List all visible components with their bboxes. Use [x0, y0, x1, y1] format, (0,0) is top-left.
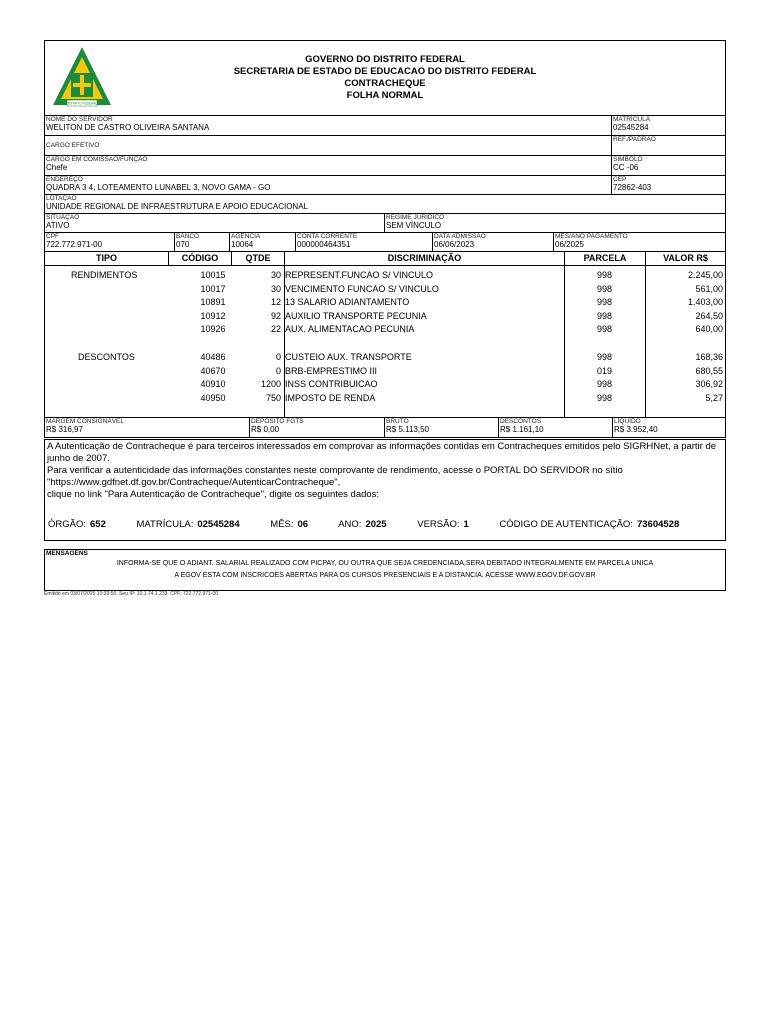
cpf-label: CPF	[46, 233, 59, 240]
descontos-label: DESCONTOS	[78, 352, 135, 362]
rendimentos-desc: REPRESENT.FUNCAO S/ VINCULO	[285, 270, 434, 280]
header-titles	[45, 54, 725, 102]
conta-value: 000000464351	[297, 240, 351, 249]
margem-label: MARGEM CONSIGNÁVEL	[46, 418, 125, 425]
document-header	[44, 40, 726, 116]
auth-paragraph-1: A Autenticação de Contracheque é para terceiros interessados em comprovar as informações contidas em Contracheques emitidos pelo SIGRHNet, a partir de junho de 2007.	[47, 441, 717, 464]
rendimentos-parcela: 998	[596, 324, 613, 335]
comissao-cell	[45, 156, 611, 175]
descontos-codigo: 40910	[200, 379, 226, 390]
descontos-desc: BRB-EMPRESTIMO III	[285, 365, 378, 376]
rendimentos-valor: 1.403,00	[687, 297, 723, 308]
mensagens-title: MENSAGENS	[46, 550, 88, 557]
rendimentos-label: RENDIMENTOS	[71, 270, 138, 280]
contracheque-document	[44, 40, 726, 438]
lotacao-value: UNIDADE REGIONAL DE INFRAESTRUTURA E APOIO EDUCACIONAL	[46, 202, 308, 211]
authentication-box	[44, 439, 726, 541]
descontos-total-label: DESCONTOS	[500, 418, 542, 425]
row-cargo	[44, 136, 726, 156]
lotacao-cell	[45, 195, 725, 213]
descontos-qtde: 0	[275, 365, 281, 376]
matricula-value: 02545284	[613, 123, 649, 132]
ref-label: REF./PADRÃO	[613, 136, 656, 143]
admissao-label: DATA ADMISSÃO	[434, 233, 486, 240]
comissao-value: Chefe	[46, 163, 68, 172]
rendimentos-desc: VENCIMENTO FUNCAO S/ VINCULO	[285, 283, 439, 294]
banco-label: BANCO	[176, 233, 200, 240]
descontos-valor: 168,36	[695, 352, 723, 362]
row-lotacao	[44, 195, 726, 214]
mes-label: MÊS:	[270, 519, 294, 530]
th-codigo: CÓDIGO	[168, 252, 231, 265]
descontos-parcela: 998	[596, 352, 613, 362]
fgts-label: DEPÓSITO FGTS	[251, 418, 304, 425]
rendimentos-codigo: 10015	[200, 270, 226, 280]
banco-value: 070	[176, 240, 190, 249]
endereco-value: QUADRA 3 4, LOTEAMENTO LUNABEL 3, NOVO GAMA - GO	[46, 183, 271, 192]
descontos-parcela: 998	[596, 379, 613, 390]
rendimentos-qtde: 92	[270, 310, 281, 321]
descontos-valor: 306,92	[695, 379, 723, 390]
descontos-valor: 5,27	[705, 392, 723, 403]
rendimentos-valor: 640,00	[695, 324, 723, 335]
auth-matricula-value: 02545284	[197, 519, 240, 530]
margem-cell	[45, 418, 249, 437]
row-situacao	[44, 214, 726, 233]
matricula-cell	[611, 116, 725, 135]
ref-cell	[611, 136, 725, 155]
mensagens-box	[44, 549, 726, 591]
cep-label: CEP	[613, 176, 627, 183]
versao-label: VERSÃO:	[417, 519, 460, 530]
th-parcela: PARCELA	[564, 252, 645, 265]
cargo-label: CARGO EFETIVO	[46, 142, 100, 149]
row-totais	[44, 418, 726, 438]
th-discriminacao: DISCRIMINAÇÃO	[284, 252, 564, 265]
banco-cell	[174, 233, 229, 251]
auth-matricula-label: MATRÍCULA:	[136, 519, 194, 530]
row-nome	[44, 116, 726, 136]
descontos-total-cell	[498, 418, 612, 437]
header-line-2: SECRETARIA DE ESTADO DE EDUCACAO DO DISTRITO FEDERAL	[233, 66, 537, 77]
nome-cell	[45, 116, 611, 135]
rendimentos-codigo: 10926	[200, 324, 226, 335]
fgts-value: R$ 0,00	[251, 425, 280, 434]
auth-codes	[48, 519, 679, 531]
cep-value: 72862-403	[613, 183, 652, 192]
descontos-desc: INSS CONTRIBUICAO	[285, 379, 378, 390]
rendimentos-codigo: 10017	[200, 283, 226, 294]
admissao-value: 06/06/2023	[434, 240, 475, 249]
row-bancario	[44, 233, 726, 252]
descontos-desc: IMPOSTO DE RENDA	[285, 392, 376, 403]
ano-label: ANO:	[338, 519, 362, 530]
descontos-parcela: 998	[596, 392, 613, 403]
cpf-cell	[45, 233, 174, 251]
cpf-value: 722.772.971-00	[46, 240, 103, 249]
pagamento-cell	[553, 233, 725, 251]
items-table-header	[44, 252, 726, 266]
th-qtde: QTDE	[231, 252, 284, 265]
liquido-value: R$ 3.952,40	[614, 425, 658, 434]
rendimentos-desc: 13 SALARIO ADIANTAMENTO	[285, 297, 410, 308]
rendimentos-parcela: 998	[596, 270, 613, 280]
simbolo-label: SÍMBOLO	[613, 156, 643, 163]
descontos-codigo: 40950	[200, 392, 226, 403]
logo-label: DISTRITO FEDERAL	[66, 101, 98, 106]
lotacao-label: LOTAÇÃO	[46, 195, 77, 202]
regime-cell	[384, 214, 725, 232]
rendimentos-desc: AUXILIO TRANSPORTE PECUNIA	[285, 310, 427, 321]
liquido-label: LÍQUIDO	[614, 418, 641, 425]
orgao-value: 652	[90, 519, 106, 530]
regime-value: SEM VÍNCULO	[386, 221, 442, 230]
matricula-label: MATRÍCULA	[613, 116, 651, 123]
regime-label: REGIME JURÍDICO	[386, 214, 445, 221]
row-comissao	[44, 156, 726, 176]
emission-footer: Emitido em 03/07/2025 10:33:50. Seu IP: 10.1.74.1.233. CPF: 722.772.971-00	[44, 591, 219, 597]
descontos-parcela: 019	[596, 365, 613, 376]
ano-value: 2025	[365, 519, 387, 530]
situacao-cell	[45, 214, 384, 232]
rendimentos-desc: AUX. ALIMENTACAO PECUNIA	[285, 324, 415, 335]
cargo-cell	[45, 136, 611, 155]
rendimentos-valor: 561,00	[695, 283, 723, 294]
liquido-cell	[612, 418, 725, 437]
orgao-label: ÓRGÃO:	[48, 519, 87, 530]
th-valor: VALOR R$	[645, 252, 725, 265]
simbolo-value: CC -06	[613, 163, 639, 172]
descontos-total-value: R$ 1.161,10	[500, 425, 544, 434]
descontos-codigo: 40670	[200, 365, 226, 376]
rendimentos-parcela: 998	[596, 310, 613, 321]
agencia-label: AGÊNCIA	[231, 233, 261, 240]
codigo-value: 73604528	[636, 519, 680, 530]
bruto-label: BRUTO	[386, 418, 409, 425]
bruto-cell	[384, 418, 498, 437]
pagamento-value: 06/2025	[555, 240, 584, 249]
comissao-label: CARGO EM COMISSÃO/FUNÇÃO	[46, 156, 148, 163]
mes-value: 06	[297, 519, 309, 530]
rendimentos-parcela: 998	[596, 297, 613, 308]
conta-cell	[295, 233, 432, 251]
header-line-3: CONTRACHEQUE	[344, 78, 426, 89]
margem-value: R$ 316,97	[46, 425, 83, 434]
descontos-qtde: 0	[275, 352, 281, 362]
agencia-cell	[229, 233, 295, 251]
descontos-codigo: 40486	[200, 352, 226, 362]
situacao-value: ATIVO	[46, 221, 70, 230]
cep-cell	[611, 176, 725, 194]
endereco-cell	[45, 176, 611, 194]
descontos-qtde: 750	[265, 392, 281, 403]
situacao-label: SITUAÇÃO	[46, 214, 80, 221]
descontos-qtde: 1200	[260, 379, 281, 390]
nome-label: NOME DO SERVIDOR	[46, 116, 113, 123]
header-line-1: GOVERNO DO DISTRITO FEDERAL	[305, 54, 465, 65]
rendimentos-qtde: 30	[270, 283, 281, 294]
rendimentos-valor: 2.245,00	[687, 270, 723, 280]
simbolo-cell	[611, 156, 725, 175]
mensagem-1: INFORMA-SE QUE O ADIANT. SALARIAL REALIZADO COM PICPAY, OU OUTRA QUE SEJA CREDENCIADA,SERA DEBITADO INTEGRALMENTE EM PARCELA UNICA	[116, 560, 654, 567]
descontos-valor: 680,55	[695, 365, 723, 376]
header-line-4: FOLHA NORMAL	[346, 90, 424, 101]
endereco-label: ENDEREÇO	[46, 176, 83, 183]
bruto-value: R$ 5.113,50	[386, 425, 429, 434]
pagamento-label: MÊS/ANO PAGAMENTO	[555, 233, 628, 240]
rendimentos-codigo: 10912	[200, 310, 226, 321]
rendimentos-parcela: 998	[596, 283, 613, 294]
auth-paragraph-4: clique no link "Para Autenticação de Contracheque", digite os seguintes dados:	[47, 489, 380, 500]
fgts-cell	[249, 418, 384, 437]
rendimentos-qtde: 30	[270, 270, 281, 280]
versao-value: 1	[463, 519, 469, 530]
mensagem-2: A EGOV ESTA COM INSCRICOES ABERTAS PARA OS CURSOS PRESENCIAIS E A DISTANCIA. ACESSE WWW.EGOV.DF.GOV.BR	[174, 572, 596, 579]
conta-label: CONTA CORRENTE	[297, 233, 358, 240]
th-tipo: TIPO	[95, 253, 117, 263]
rendimentos-qtde: 22	[270, 324, 281, 335]
auth-paragraph-2: Para verificar a autenticidade das informações constantes neste comprovante de rendimento, acesse o PORTAL DO SERVIDOR no sítio	[47, 465, 623, 476]
rendimentos-qtde: 12	[270, 297, 281, 308]
rendimentos-valor: 264,50	[695, 310, 723, 321]
auth-url: "https://www.gdfnet.df.gov.br/Contracheque/AutenticarContracheque",	[47, 477, 341, 488]
rendimentos-codigo: 10891	[200, 297, 226, 308]
codigo-label: CÓDIGO DE AUTENTICAÇÃO:	[499, 519, 633, 530]
items-table-body	[44, 266, 726, 418]
admissao-cell	[432, 233, 553, 251]
agencia-value: 10064	[231, 240, 254, 249]
nome-value: WELITON DE CASTRO OLIVEIRA SANTANA	[46, 123, 210, 132]
row-endereco	[44, 176, 726, 195]
descontos-desc: CUSTEIO AUX. TRANSPORTE	[285, 352, 412, 362]
